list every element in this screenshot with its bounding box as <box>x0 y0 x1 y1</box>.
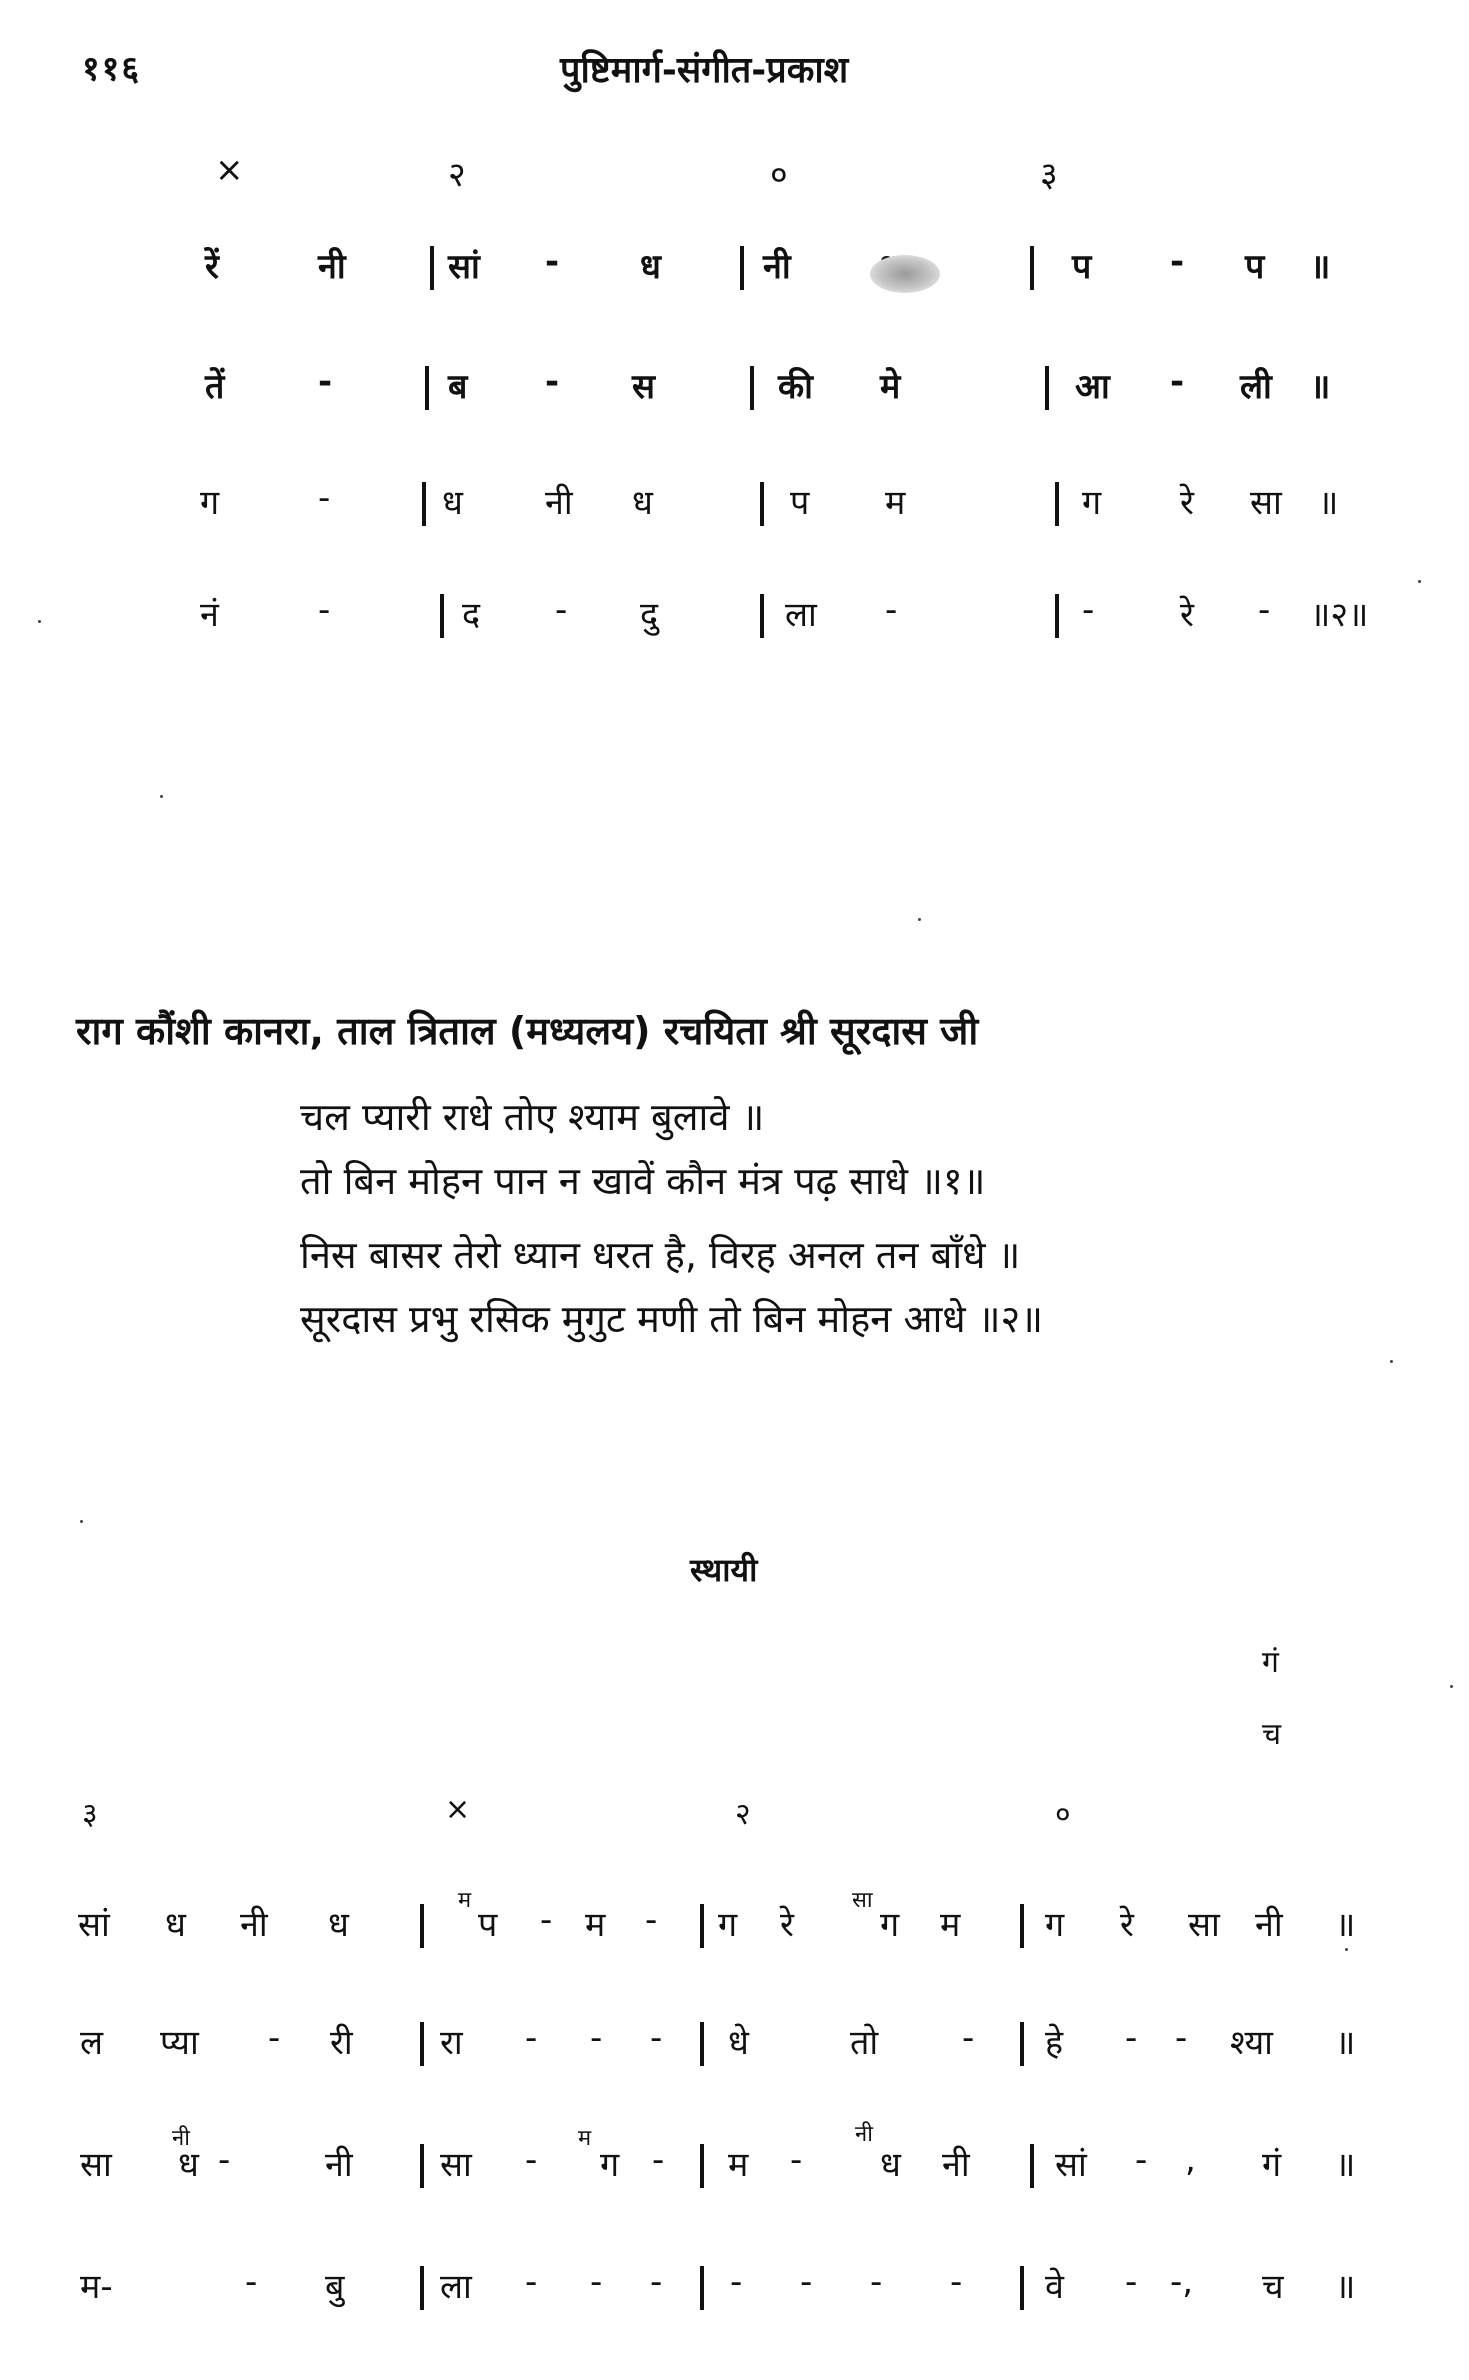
lyric: - <box>555 590 568 630</box>
ink-speck <box>80 1520 83 1523</box>
lyric: हे <box>1045 2023 1064 2063</box>
note: - <box>790 2140 803 2180</box>
lyric: -, <box>1170 2262 1194 2302</box>
sthayi-row <box>0 2262 1469 2322</box>
lyric: - <box>730 2262 743 2302</box>
notation-row <box>0 362 1469 422</box>
note: सां <box>448 247 480 287</box>
taal-mark-row <box>0 150 1469 210</box>
lyric: श्या <box>1230 2023 1273 2063</box>
poem-line: तो बिन मोहन पान न खावें कौन मंत्र पढ़ साधे ॥१॥ <box>300 1159 986 1203</box>
lyric: - <box>1170 362 1185 402</box>
ink-speck <box>38 620 41 623</box>
note: सा <box>80 2145 112 2185</box>
vibhag-bar <box>740 246 744 290</box>
lyric: - <box>800 2262 813 2302</box>
taal-mark: × <box>445 1792 471 1827</box>
sthayi-label: स्थायी <box>690 1551 758 1589</box>
note: रे <box>1120 1905 1134 1945</box>
lyric: नं <box>200 595 219 635</box>
lyric: बु <box>325 2267 345 2307</box>
vibhag-bar <box>700 2022 704 2066</box>
note: नी <box>763 247 791 287</box>
page-title: पुष्टिमार्ग-संगीत-प्रकाश <box>560 50 849 91</box>
poem-line: सूरदास प्रभु रसिक मुगुट मणी तो बिन मोहन आधे ॥२॥ <box>300 1297 1044 1341</box>
double-bar: ॥ <box>1318 483 1339 523</box>
ink-speck <box>1418 580 1421 583</box>
taal-mark: ० <box>1055 1797 1071 1832</box>
ink-speck <box>918 918 921 921</box>
lyric: ब <box>448 367 468 407</box>
pickup-note: गं <box>1262 1645 1279 1680</box>
notation-row <box>0 242 1469 302</box>
note: रे <box>1180 483 1194 523</box>
poem-line: निस बासर तेरो ध्यान धरत है, विरह अनल तन बाँधे ॥ <box>300 1233 1021 1277</box>
note: म <box>585 1905 606 1945</box>
lyric: - <box>962 2018 975 2058</box>
note: ध <box>640 247 661 287</box>
note: - <box>645 1900 658 1940</box>
sthayi-row <box>0 1888 1469 1960</box>
kan-swar: नी <box>172 2126 190 2151</box>
lyric: री <box>330 2023 353 2063</box>
note: ध <box>165 1905 186 1945</box>
note: ग <box>200 483 220 523</box>
ink-speck <box>1345 1948 1348 1951</box>
kan-swar: नी <box>855 2122 873 2147</box>
note: ग <box>1082 483 1102 523</box>
note: प <box>478 1905 498 1945</box>
note: रें <box>205 247 219 287</box>
taal-mark: ३ <box>82 1797 98 1832</box>
ink-smudge <box>870 255 940 293</box>
lyric: - <box>545 362 560 402</box>
lyric: धे <box>728 2023 749 2063</box>
vibhag-bar <box>1020 1904 1024 1948</box>
notation-row <box>0 590 1469 650</box>
lyric: - <box>318 362 333 402</box>
lyric: दु <box>640 595 659 635</box>
vibhag-bar <box>760 482 764 526</box>
note: सां <box>78 1905 110 1945</box>
vibhag-bar <box>422 482 426 526</box>
lyric: ल <box>80 2023 104 2063</box>
lyric: - <box>1082 590 1095 630</box>
kan-swar: म <box>458 1888 472 1913</box>
vibhag-bar <box>425 366 429 410</box>
taal-mark: ३ <box>1040 155 1058 195</box>
lyric: - <box>245 2262 258 2302</box>
lyric: मे <box>880 367 901 407</box>
vibhag-bar <box>420 2022 424 2066</box>
lyric: तें <box>205 367 225 407</box>
lyric: - <box>885 590 898 630</box>
note: सां <box>1055 2145 1087 2185</box>
note: नी <box>318 247 346 287</box>
lyric: - <box>525 2262 538 2302</box>
ink-speck <box>1390 1360 1393 1363</box>
lyric: प्या <box>160 2023 199 2063</box>
note: - <box>540 1900 553 1940</box>
lyric: द <box>462 595 481 635</box>
lyric: रा <box>440 2023 463 2063</box>
note: ग <box>600 2145 620 2185</box>
pickup-lyric: च <box>1262 1717 1282 1752</box>
raga-heading: राग कौंशी कानरा, ताल त्रिताल (मध्यलय) रचयिता श्री सूरदास जी <box>76 1009 979 1053</box>
double-bar: ॥ <box>1310 247 1331 287</box>
double-bar: ॥ <box>1335 1905 1356 1945</box>
lyric: - <box>525 2018 538 2058</box>
note: - <box>318 478 331 518</box>
lyric: तो <box>850 2023 879 2063</box>
lyric: रे <box>1180 595 1194 635</box>
taal-mark: २ <box>735 1797 751 1832</box>
double-bar: ॥ <box>1335 2023 1356 2063</box>
lyric: ला <box>440 2267 472 2307</box>
sthayi-taal-mark-row <box>0 1792 1469 1852</box>
vibhag-bar <box>420 2266 424 2310</box>
note: सा <box>440 2145 472 2185</box>
vibhag-bar <box>1020 2022 1024 2066</box>
note: सा <box>1188 1905 1220 1945</box>
ink-speck <box>160 795 163 798</box>
taal-mark: × <box>215 150 244 190</box>
sthayi-row <box>0 2018 1469 2078</box>
lyric: - <box>950 2262 963 2302</box>
note: प <box>790 483 810 523</box>
note: - <box>545 242 560 282</box>
vibhag-bar <box>700 2266 704 2310</box>
note: म <box>940 1905 961 1945</box>
kan-swar: म <box>578 2126 592 2151</box>
lyric: - <box>318 590 331 630</box>
double-bar: ॥ <box>1310 367 1331 407</box>
vibhag-bar <box>440 594 444 638</box>
note: नी <box>545 483 573 523</box>
vibhag-bar <box>1045 366 1049 410</box>
note: ध <box>178 2145 199 2185</box>
vibhag-bar <box>750 366 754 410</box>
note: नी <box>240 1905 268 1945</box>
taal-mark: ० <box>770 155 788 195</box>
lyric: च <box>1262 2267 1284 2307</box>
lyric: स <box>632 367 655 407</box>
note: प <box>1072 247 1092 287</box>
note: ग <box>1045 1905 1065 1945</box>
vibhag-bar <box>700 1904 704 1948</box>
lyric: आ <box>1075 367 1110 407</box>
note: - <box>652 2140 665 2180</box>
poem-line: चल प्यारी राधे तोए श्याम बुलावे ॥ <box>300 1095 765 1139</box>
note: सा <box>1250 483 1282 523</box>
vibhag-bar <box>430 246 434 290</box>
lyric: - <box>268 2018 281 2058</box>
note: ध <box>880 2145 901 2185</box>
note: ग <box>718 1905 738 1945</box>
sthayi-row <box>0 2122 1469 2200</box>
note: प <box>1245 247 1265 287</box>
vibhag-bar <box>1030 2144 1034 2188</box>
lyric: - <box>590 2262 603 2302</box>
double-bar: ॥ <box>1335 2145 1356 2185</box>
note: - <box>218 2140 231 2180</box>
note: रे <box>780 1905 794 1945</box>
lyric: - <box>870 2262 883 2302</box>
ink-speck <box>1450 1685 1453 1688</box>
vibhag-bar <box>420 2144 424 2188</box>
double-bar: ॥ <box>1335 2267 1356 2307</box>
note: ध <box>632 483 653 523</box>
lyric: वे <box>1045 2267 1064 2307</box>
note: म <box>728 2145 749 2185</box>
lyric: - <box>1258 590 1271 630</box>
lyric: - <box>650 2262 663 2302</box>
vibhag-bar <box>1030 246 1034 290</box>
note: - <box>1135 2140 1148 2180</box>
lyric: म- <box>80 2267 113 2307</box>
kan-swar: सा <box>852 1888 873 1913</box>
lyric: - <box>590 2018 603 2058</box>
vibhag-bar <box>1020 2266 1024 2310</box>
page-number: ११६ <box>82 49 142 89</box>
note: नी <box>1255 1905 1283 1945</box>
lyric: - <box>650 2018 663 2058</box>
taal-mark: २ <box>448 155 466 195</box>
double-bar: ॥२॥ <box>1310 595 1369 635</box>
lyric: - <box>1175 2018 1188 2058</box>
vibhag-bar <box>1055 594 1059 638</box>
lyric: ली <box>1240 367 1272 407</box>
note: गं <box>1262 2145 1282 2185</box>
note: ग <box>880 1905 900 1945</box>
vibhag-bar <box>700 2144 704 2188</box>
note: नी <box>942 2145 970 2185</box>
note: , <box>1185 2140 1196 2180</box>
lyric: - <box>1125 2262 1138 2302</box>
note: - <box>525 2140 538 2180</box>
notation-row <box>0 478 1469 538</box>
vibhag-bar <box>420 1904 424 1948</box>
note: ध <box>328 1905 349 1945</box>
note: - <box>1170 242 1185 282</box>
lyric: की <box>778 367 813 407</box>
note: ध <box>442 483 463 523</box>
vibhag-bar <box>1055 482 1059 526</box>
note: म <box>885 483 906 523</box>
lyric: ला <box>785 595 817 635</box>
note: नी <box>325 2145 353 2185</box>
lyric: - <box>1125 2018 1138 2058</box>
vibhag-bar <box>760 594 764 638</box>
